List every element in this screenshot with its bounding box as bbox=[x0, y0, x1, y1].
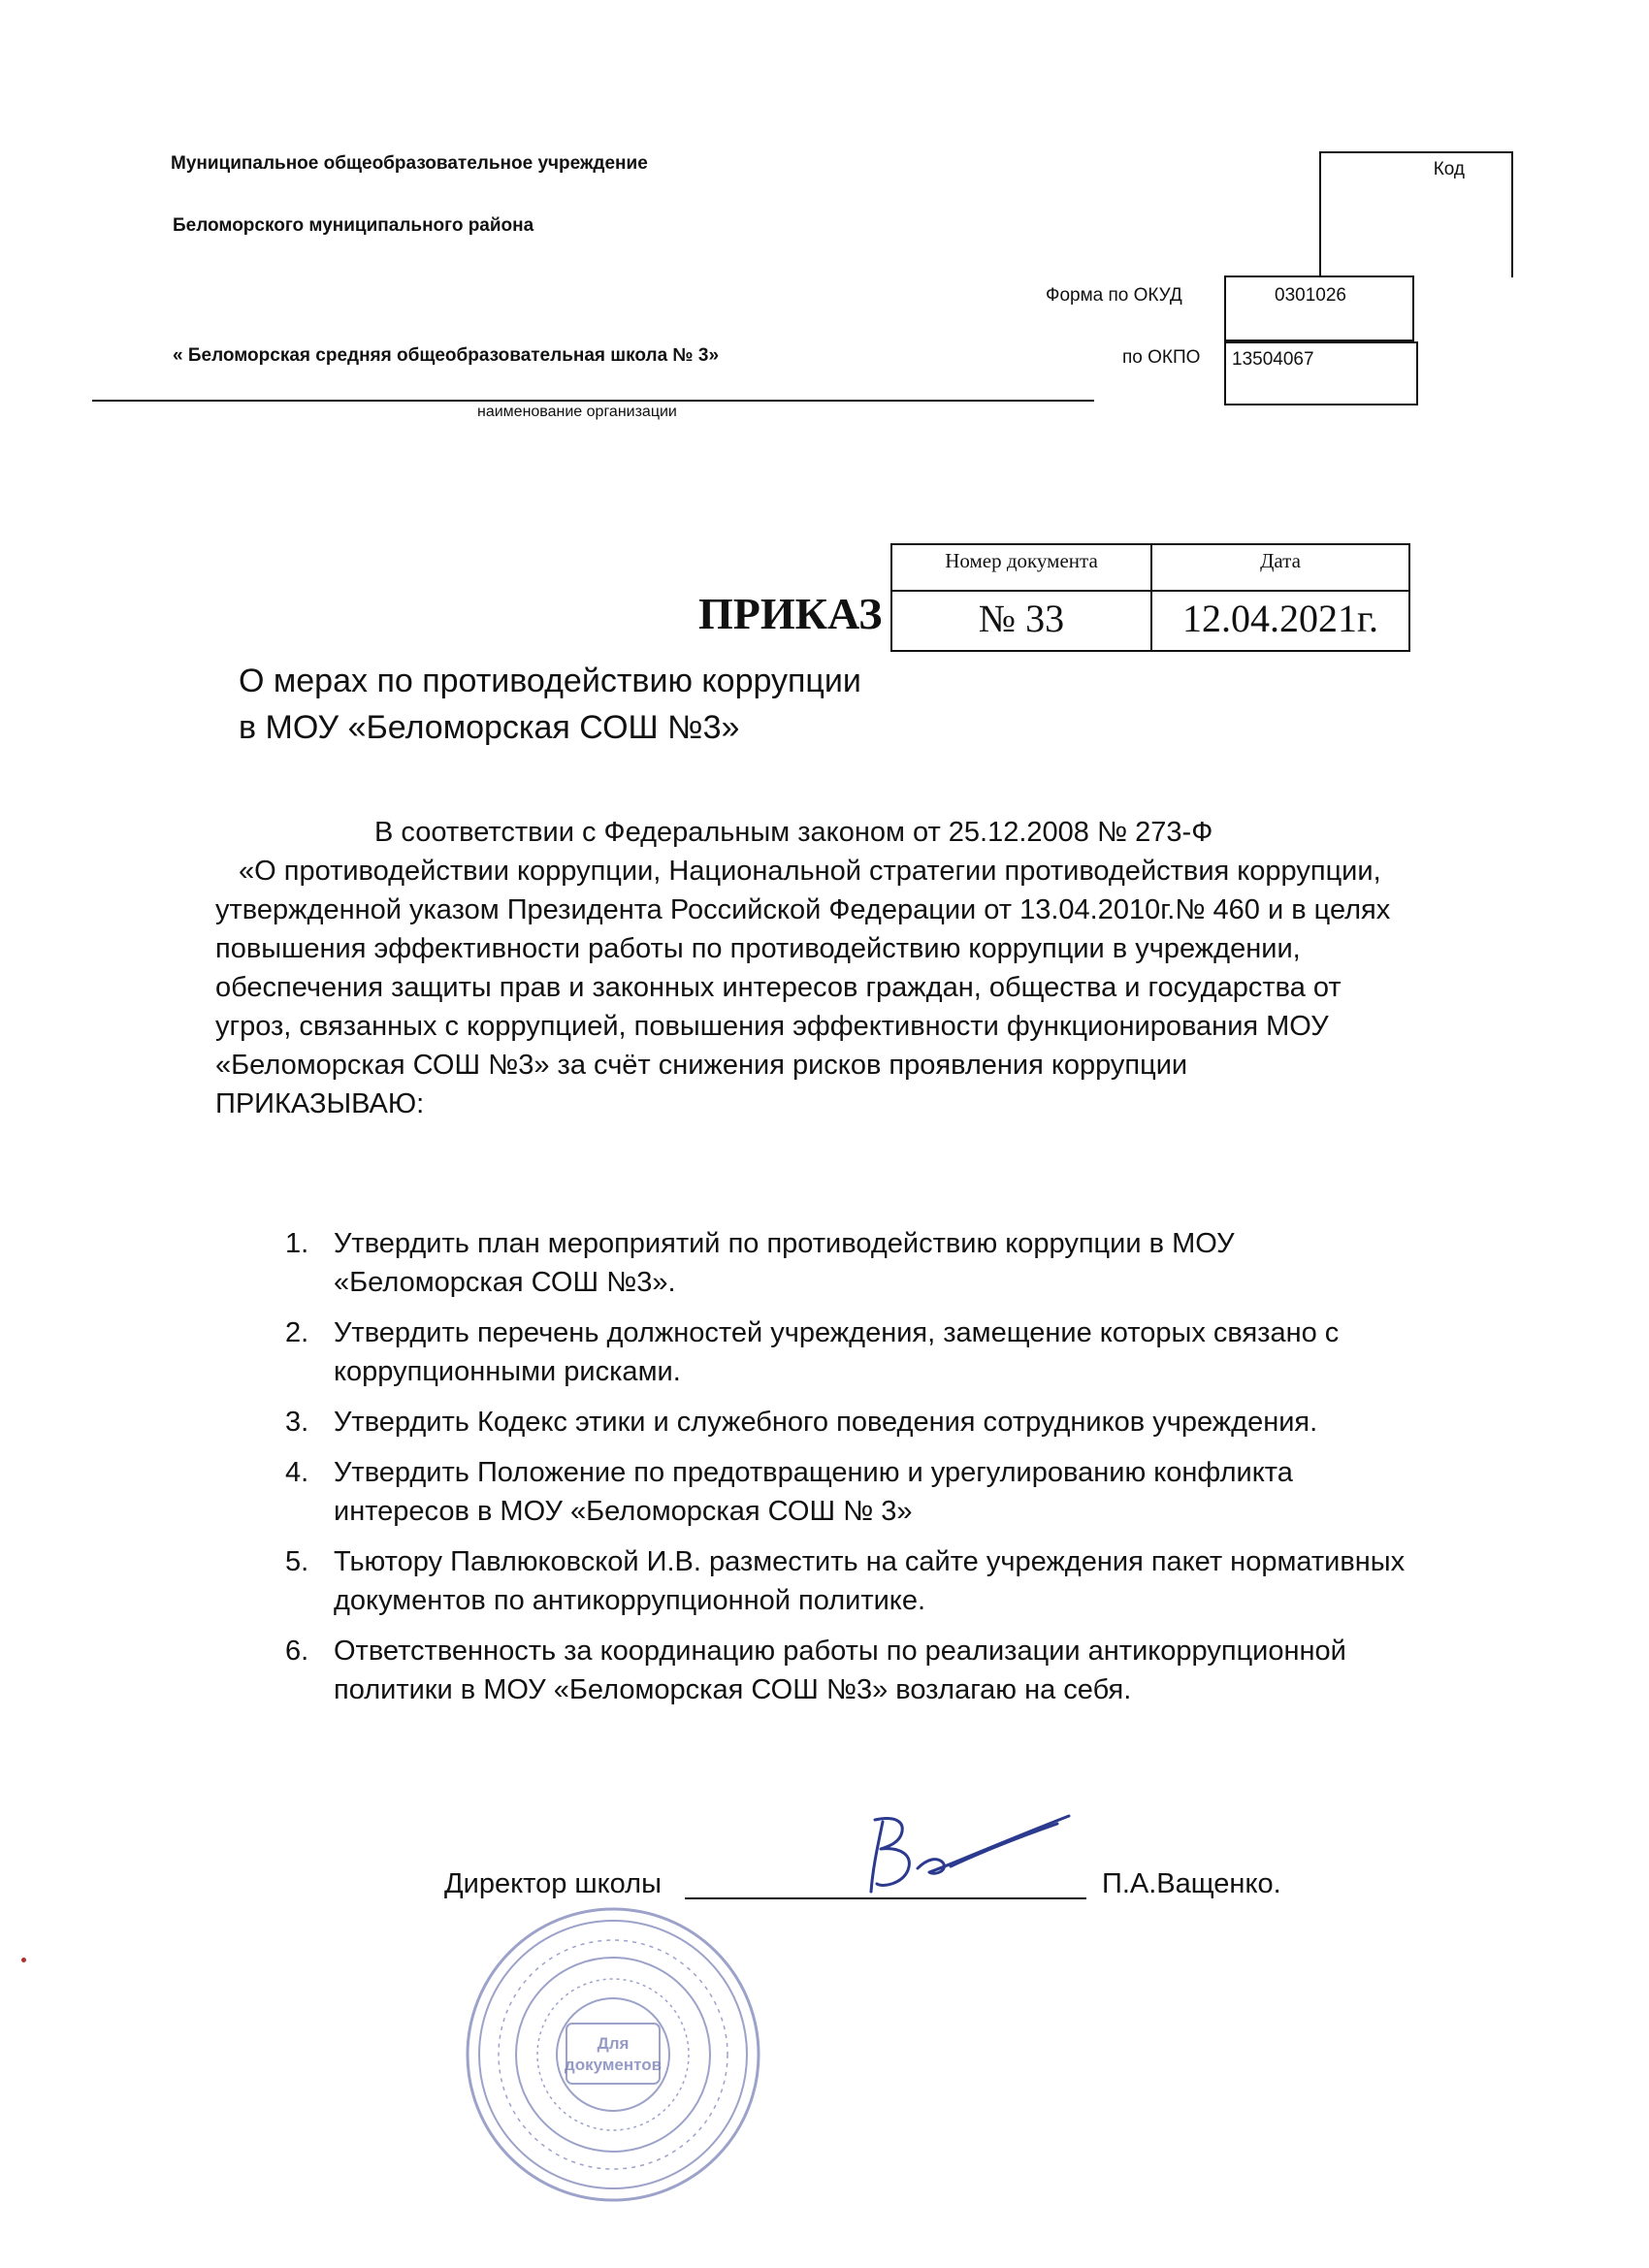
order-item bbox=[285, 1403, 1405, 1442]
org-name-underline bbox=[92, 400, 1094, 402]
preamble-line: «Беломорская СОШ №3» за счёт снижения рисков проявления коррупции bbox=[215, 1050, 1188, 1081]
item-number: 6. bbox=[285, 1636, 309, 1667]
preamble-line: угроз, связанных с коррупцией, повышения эффективности функционирования МОУ bbox=[215, 1011, 1329, 1042]
round-stamp bbox=[458, 1899, 768, 2210]
order-item bbox=[285, 1313, 1405, 1391]
preamble-line: повышения эффективности работы по противодействию коррупции в учреждении, bbox=[215, 933, 1301, 964]
okpo-value: 13504067 bbox=[1232, 349, 1314, 370]
handwritten-signature bbox=[854, 1802, 1077, 1909]
preamble-line: утвержденной указом Президента Российской Федерации от 13.04.2010г.№ 460 и в целях bbox=[215, 894, 1391, 925]
item-line: Утвердить Положение по предотвращению и урегулированию конфликта bbox=[334, 1457, 1293, 1488]
doc-date: 12.04.2021г. bbox=[1182, 597, 1378, 640]
col-number-header: Номер документа bbox=[945, 549, 1098, 572]
order-items-list bbox=[285, 1224, 1406, 1709]
order-keyword: ПРИКАЗЫВАЮ: bbox=[215, 1088, 425, 1119]
preamble bbox=[215, 813, 1390, 1123]
signatory-position: Директор школы bbox=[444, 1868, 662, 1899]
order-subject bbox=[239, 658, 861, 751]
org-name-line2: Беломорского муниципального района bbox=[173, 215, 534, 236]
col-date-header: Дата bbox=[1260, 549, 1301, 572]
order-item bbox=[285, 1453, 1405, 1531]
subject-line-1: О мерах по противодействию коррупции bbox=[239, 663, 861, 699]
signatory-name: П.А.Ващенко. bbox=[1102, 1868, 1281, 1899]
item-line: политики в МОУ «Беломорская СОШ №3» возлагаю на себя. bbox=[334, 1674, 1132, 1705]
item-number: 5. bbox=[285, 1546, 309, 1577]
item-line: Ответственность за координацию работы по реализации антикоррупционной bbox=[334, 1636, 1346, 1667]
item-line: документов по антикоррупционной политике. bbox=[334, 1585, 926, 1616]
item-number: 1. bbox=[285, 1228, 309, 1259]
order-item bbox=[285, 1542, 1406, 1620]
item-line: «Беломорская СОШ №3». bbox=[334, 1267, 676, 1298]
org-name-caption: наименование организации bbox=[477, 404, 677, 420]
okud-value: 0301026 bbox=[1275, 285, 1346, 306]
scan-speck bbox=[21, 1958, 26, 1962]
doc-number: № 33 bbox=[978, 597, 1065, 640]
table-divider-horizontal bbox=[892, 590, 1408, 592]
item-number: 4. bbox=[285, 1457, 309, 1488]
preamble-line: обеспечения защиты прав и законных интересов граждан, общества и государства от bbox=[215, 972, 1342, 1003]
code-header-box bbox=[1319, 151, 1513, 277]
stamp-text-2: документов bbox=[564, 2056, 663, 2074]
okud-label: Форма по ОКУД bbox=[1046, 285, 1182, 306]
item-line: Утвердить Кодекс этики и служебного поведения сотрудников учреждения. bbox=[334, 1407, 1318, 1438]
item-number: 3. bbox=[285, 1407, 309, 1438]
okpo-label: по ОКПО bbox=[1122, 347, 1201, 368]
okpo-code-box bbox=[1224, 341, 1418, 405]
item-line: Тьютору Павлюковской И.В. разместить на сайте учреждения пакет нормативных bbox=[334, 1546, 1406, 1577]
item-line: интересов в МОУ «Беломорская СОШ № 3» bbox=[334, 1496, 913, 1527]
code-label: Код bbox=[1433, 159, 1465, 179]
item-line: коррупционными рисками. bbox=[334, 1356, 681, 1387]
okud-code-box bbox=[1224, 275, 1414, 341]
preamble-line: В соответствии с Федеральным законом от 25.12.2008 № 273-Ф bbox=[374, 817, 1213, 848]
doc-number-date-table bbox=[890, 543, 1410, 652]
item-line: Утвердить перечень должностей учреждения, замещение которых связано с bbox=[334, 1317, 1340, 1348]
item-line: Утвердить план мероприятий по противодействию коррупции в МОУ bbox=[334, 1228, 1235, 1259]
subject-line-2: в МОУ «Беломорская СОШ №3» bbox=[239, 709, 740, 746]
doc-title: ПРИКАЗ bbox=[698, 589, 883, 638]
org-name-line3: « Беломорская средняя общеобразовательная школа № 3» bbox=[173, 345, 720, 366]
item-number: 2. bbox=[285, 1317, 309, 1348]
order-item bbox=[285, 1632, 1405, 1709]
stamp-text-1: Для bbox=[597, 2034, 630, 2053]
org-name-line1: Муниципальное общеобразовательное учреждение bbox=[171, 153, 648, 174]
preamble-line: «О противодействии коррупции, Национальной стратегии противодействия коррупции, bbox=[239, 856, 1381, 887]
order-item bbox=[285, 1224, 1405, 1302]
